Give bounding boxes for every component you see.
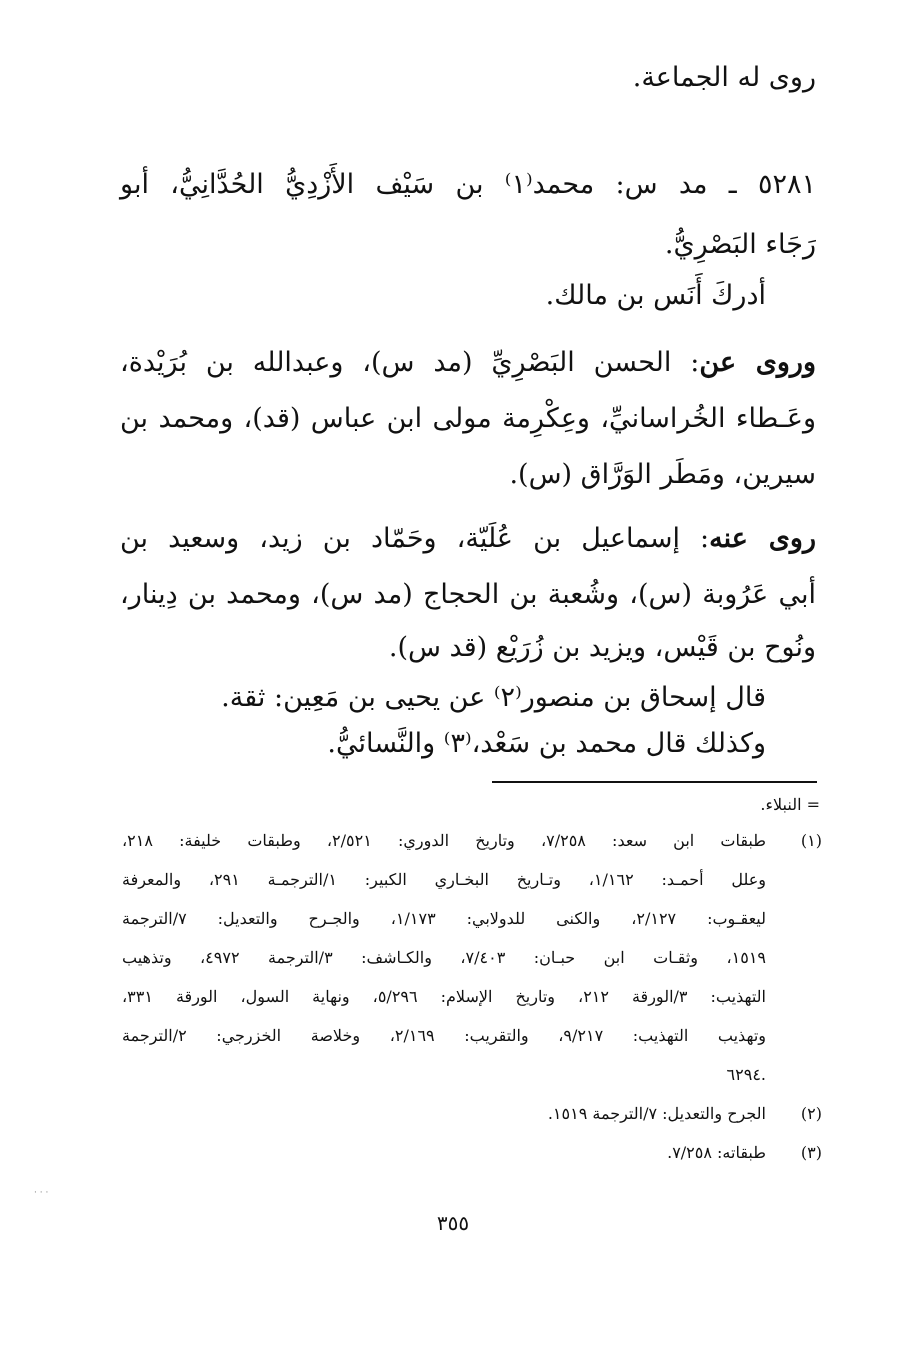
text-line: قال إسحاق بن منصور⁽٢⁾ عن يحيى بن مَعِين: ثقة. [221, 682, 766, 713]
footnote-separator [492, 781, 817, 783]
text-line: أبي عَرُوبة (س)، وشُعبة بن الحجاج (مد س)، ومحمد بن دِينار، [120, 579, 816, 610]
footnote-line: طبقاته: ٧/٢٥٨. [667, 1143, 766, 1162]
narrated-by-line [120, 525, 816, 552]
text-line: روى له الجماعة. [632, 62, 816, 93]
page-number: ٣٥٥ [436, 1211, 470, 1235]
footnote-line: طبقات ابن سعد: ٧/٢٥٨، وتاريخ الدوري: ٢/٥٢١، وطبقات خليفة: ٢١٨، [122, 831, 766, 850]
text-line: وعَـطاء الخُراسانيِّ، وعِكْرِمة مولى ابن عباس (قد)، ومحمد بن [120, 403, 816, 434]
footnote-number: (١) [800, 831, 822, 850]
text-line: رَجَاء البَصْرِيُّ. [664, 229, 816, 260]
narrated-from-label: وروى عن [699, 347, 816, 378]
footnote-number: (٢) [800, 1104, 822, 1123]
footnote-line: ٦٢٩٤. [726, 1065, 766, 1084]
text-line: ونُوح بن قَيْس، ويزيد بن زُرَيْع (قد س). [388, 632, 816, 663]
footnote-line: وعلل أحمـد: ١/١٦٢، وتـاريخ البخـاري الكبير: ١/الترجمـة ٢٩١، والمعرفة [122, 870, 767, 889]
scan-speck: · · · [34, 1188, 49, 1198]
narrated-from-line [120, 349, 816, 376]
footnote-carryover: = النبلاء. [760, 795, 820, 814]
footnote-line: التهذيب: ٣/الورقة ٢١٢، وتاريخ الإسلام: ٥/٢٩٦، ونهاية السول، الورقة ٣٣١، [122, 987, 767, 1006]
text-line: أدركَ أَنَس بن مالك. [545, 280, 766, 311]
footnote-number: (٣) [800, 1143, 822, 1162]
narrated-from-text: : الحسن البَصْرِيِّ (مد س)، وعبدالله بن بُرَيْدة، [120, 347, 700, 378]
footnote-line: وتهذيب التهذيب: ٩/٢١٧، والتقريب: ٢/١٦٩، وخلاصة الخزرجي: ٢/الترجمة [122, 1026, 767, 1045]
narrated-by-label: روى عنه [709, 523, 816, 554]
text-line: سيرين، ومَطَر الوَرَّاق (س). [509, 459, 816, 490]
text-line: وكذلك قال محمد بن سَعْد،⁽٣⁾ والنَّسائيُّ. [327, 728, 766, 759]
narrated-by-text: : إسماعيل بن عُلَيّة، وحَمّاد بن زيد، وسعيد بن [120, 523, 710, 554]
footnote-line: الجرح والتعديل: ٧/الترجمة ١٥١٩. [547, 1104, 766, 1123]
footnote-line: ليعقـوب: ٢/١٢٧، والكنى للدولابي: ١/١٧٣، والجـرح والتعديل: ٧/الترجمة [122, 909, 767, 928]
footnote-line: ١٥١٩، وثقـات ابن حبـان: ٧/٤٠٣، والكـاشف: ٣/الترجمة ٤٩٧٢، وتذهيب [122, 948, 767, 967]
entry-heading-line: ٥٢٨١ ـ مد س: محمد⁽١⁾ بن سَيْف الأَزْدِيُّ الحُدَّانِيُّ، أبو [120, 169, 816, 200]
